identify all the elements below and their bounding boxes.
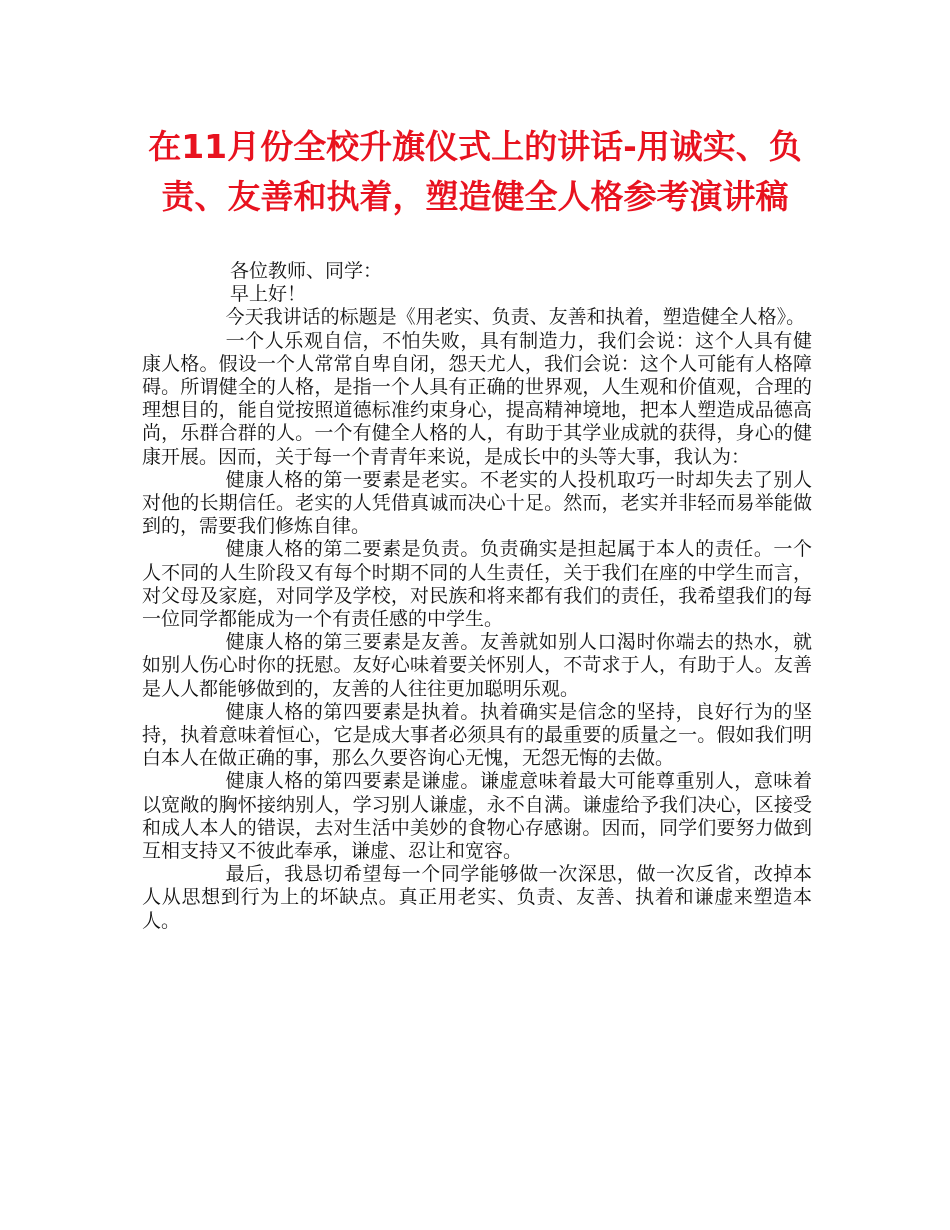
paragraph: 最后，我恳切希望每一个同学能够做一次深思，做一次反省，改掉本人从思想到行为上的坏缺点。真正用老实、负责、友善、执着和谦虚来塑造本人。 [142, 863, 812, 932]
paragraph: 一个人乐观自信，不怕失败，具有制造力，我们会说：这个人具有健康人格。假设一个人常常自卑自闭，怨天尤人，我们会说：这个人可能有人格障碍。所谓健全的人格，是指一个人具有正确的世界观，人生观和价值观，合理的理想目的，能自觉按照道德标准约束身心，提高精神境地，把本人塑造成品德高尚，乐群合群的人。一个有健全人格的人，有助于其学业成就的获得，身心的健康开展。因而，关于每一个青青年来说，是成长中的头等大事，我认为： [142, 329, 812, 468]
paragraph: 健康人格的第三要素是友善。友善就如别人口渴时你端去的热水，就如别人伤心时你的抚慰。友好心味着要关怀别人，不苛求于人，有助于人。友善是人人都能够做到的，友善的人往往更加聪明乐观。 [142, 631, 812, 700]
greeting: 早上好！ [230, 283, 307, 306]
paragraph: 健康人格的第二要素是负责。负责确实是担起属于本人的责任。一个人不同的人生阶段又有每个时期不同的人生责任，关于我们在座的中学生而言，对父母及家庭，对同学及学校，对民族和将来都有我们的责任，我希望我们的每一位同学都能成为一个有责任感的中学生。 [142, 538, 812, 631]
paragraph: 健康人格的第一要素是老实。不老实的人投机取巧一时却失去了别人对他的长期信任。老实的人凭借真诚而决心十足。然而，老实并非轻而易举能做到的，需要我们修炼自律。 [142, 468, 812, 538]
paragraph: 健康人格的第四要素是执着。执着确实是信念的坚持，良好行为的坚持，执着意味着恒心，它是成大事者必须具有的最重要的质量之一。假如我们明白本人在做正确的事，那么久要咨询心无愧，无怨无悔的去做。 [142, 700, 812, 770]
document-body [142, 260, 812, 933]
document-title: 在11月份全校升旗仪式上的讲话-用诚实、负责、友善和执着，塑造健全人格参考演讲稿 [148, 127, 802, 216]
paragraph: 健康人格的第四要素是谦虚。谦虚意味着最大可能尊重别人，意味着以宽敞的胸怀接纳别人，学习别人谦虚，永不自满。谦虚给予我们决心，区接受和成人本人的错误，去对生活中美妙的食物心存感谢。因而，同学们要努力做到互相支持又不彼此奉承，谦虚、忍让和宽容。 [142, 770, 812, 863]
salutation: 各位教师、同学： [230, 260, 383, 282]
paragraph: 今天我讲话的标题是《用老实、负责、友善和执着，塑造健全人格》。 [225, 306, 806, 329]
